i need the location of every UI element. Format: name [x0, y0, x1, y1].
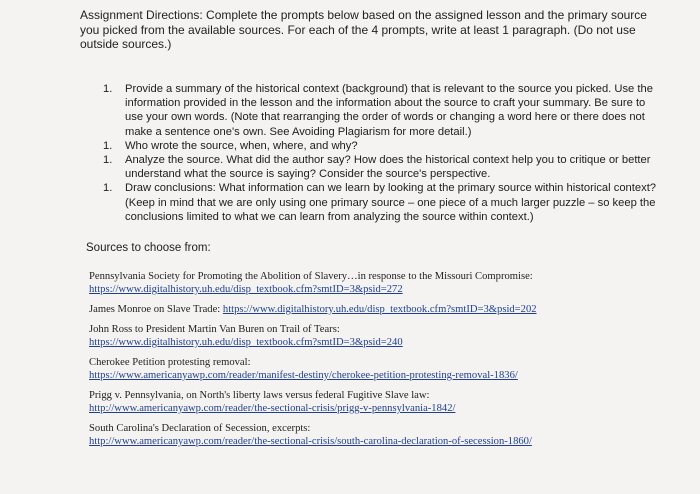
prompt-text: Who wrote the source, when, where, and why?	[125, 139, 358, 152]
source-item	[89, 389, 669, 415]
source-list	[89, 270, 669, 455]
source-link[interactable]: http://www.americanyawp.com/reader/the-sectional-crisis/prigg-v-pennsylvania-1842/	[89, 403, 456, 414]
source-link[interactable]: https://www.digitalhistory.uh.edu/disp_textbook.cfm?smtID=3&psid=202	[222, 304, 537, 315]
prompt-item	[103, 181, 663, 224]
source-item	[89, 270, 669, 296]
assignment-directions: Assignment Directions: Complete the prompts below based on the assigned lesson and the primary source you picked from the available sources. For each of the 4 prompts, write at least 1 paragraph. (Do not use outside sources.)	[80, 8, 647, 51]
source-item	[89, 356, 669, 382]
source-link[interactable]: https://www.digitalhistory.uh.edu/disp_textbook.cfm?smtID=3&psid=240	[89, 337, 403, 348]
source-item	[89, 422, 669, 448]
source-title: Pennsylvania Society for Promoting the Abolition of Slavery…in response to the Missouri Compromise:	[89, 271, 533, 282]
source-title: Cherokee Petition protesting removal:	[89, 357, 251, 368]
prompt-text: Analyze the source. What did the author say? How does the historical context help you to critique or better understand what the source is saying? Consider the source's perspective.	[125, 154, 651, 181]
prompt-number: 1.	[103, 182, 113, 195]
source-title: Prigg v. Pennsylvania, on North's liberty laws versus federal Fugitive Slave law:	[89, 390, 430, 401]
prompt-text: Provide a summary of the historical context (background) that is relevant to the source you picked. Use the information provided in the lesson and the information about the source to craft your summary. Be sure to use your own words. (Note that rearranging the order of words or changing a word here or there does not make a sentence one's own. See Avoiding Plagiarism for more detail.)	[125, 83, 653, 138]
prompt-text: Draw conclusions: What information can we learn by looking at the primary source within historical context? (Keep in mind that we are only using one primary source – one piece of a much larger puzzle – so keep the conclusions limited to what we can learn from analyzing the source within context.)	[125, 182, 657, 223]
prompt-item	[103, 82, 663, 139]
source-item	[89, 303, 669, 316]
prompt-item	[103, 139, 663, 153]
prompt-number: 1.	[103, 139, 113, 152]
source-link[interactable]: http://www.americanyawp.com/reader/the-sectional-crisis/south-carolina-declaration-of-secession-1860/	[89, 436, 532, 447]
source-link[interactable]: https://www.digitalhistory.uh.edu/disp_textbook.cfm?smtID=3&psid=272	[89, 284, 403, 295]
source-title: James Monroe on Slave Trade:	[89, 304, 223, 315]
source-title: South Carolina's Declaration of Secession, excerpts:	[89, 423, 311, 434]
prompt-item	[103, 153, 663, 181]
source-title: John Ross to President Martin Van Buren on Trail of Tears:	[89, 324, 340, 335]
sources-heading: Sources to choose from:	[86, 242, 211, 254]
prompt-number: 1.	[103, 154, 113, 167]
source-item	[89, 323, 669, 349]
source-link[interactable]: https://www.americanyawp.com/reader/manifest-destiny/cherokee-petition-protesting-removal-1836/	[89, 370, 518, 381]
prompt-list	[103, 82, 663, 224]
prompt-number: 1.	[103, 83, 113, 95]
